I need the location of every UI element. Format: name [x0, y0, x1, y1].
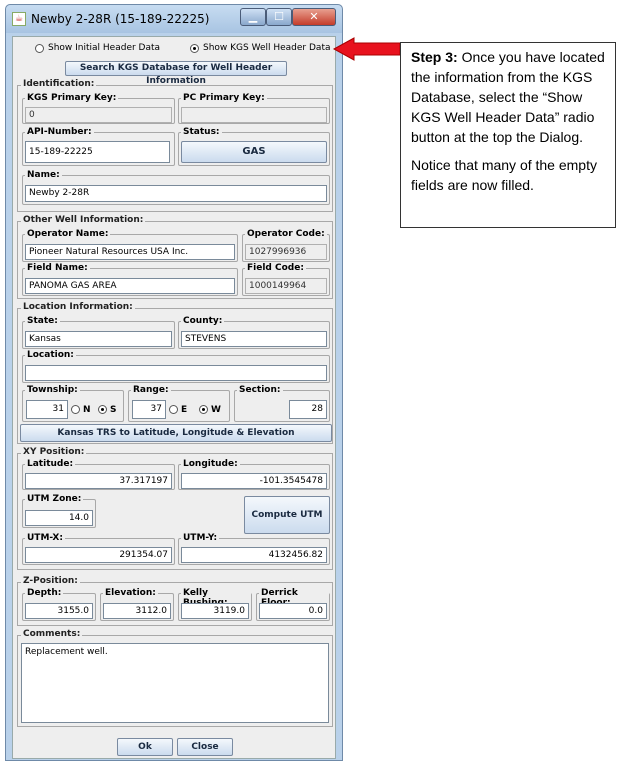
range-field[interactable]: 37	[132, 400, 166, 419]
api-number-label: API-Number:	[27, 127, 92, 137]
kgs-primary-key-box	[22, 93, 175, 124]
section-field[interactable]: 28	[289, 400, 327, 419]
search-kgs-button[interactable]: Search KGS Database for Well Header Information	[65, 61, 287, 76]
county-box	[178, 316, 330, 349]
instruction-callout	[400, 42, 616, 228]
kgs-primary-key-label: KGS Primary Key:	[27, 93, 117, 103]
dialog-window	[5, 4, 343, 761]
field-code-label: Field Code:	[247, 263, 304, 273]
kelly-bushing-field[interactable]: 3119.0	[181, 603, 249, 619]
red-arrow-icon	[332, 36, 402, 62]
depth-box	[22, 588, 96, 621]
callout-step-text: Once you have located the information from the KGS Database, select the “Show KGS Well Header Data” radio button at the top the Dialog.	[411, 49, 605, 145]
show-initial-header-label: Show Initial Header Data	[48, 43, 161, 53]
operator-name-field[interactable]: Pioneer Natural Resources USA Inc.	[25, 244, 235, 260]
township-south-radio[interactable]	[98, 405, 107, 414]
location-info-group	[17, 302, 333, 444]
county-label: County:	[183, 316, 223, 326]
comments-textarea[interactable]: Replacement well.	[21, 643, 329, 723]
utm-y-box	[178, 533, 330, 565]
utm-zone-label: UTM Zone:	[27, 494, 82, 504]
derrick-floor-box	[256, 588, 330, 621]
section-label: Section:	[239, 385, 281, 395]
status-button[interactable]: GAS	[181, 141, 327, 163]
comments-group	[17, 629, 333, 727]
pc-primary-key-box	[178, 93, 330, 124]
operator-name-box	[22, 229, 238, 262]
callout-note-text: Notice that many of the empty fields are now filled.	[411, 157, 597, 193]
dialog-content	[12, 36, 336, 759]
title-bar[interactable]	[6, 5, 342, 33]
show-kgs-header-label: Show KGS Well Header Data	[203, 43, 331, 53]
operator-name-label: Operator Name:	[27, 229, 109, 239]
other-well-info-title: Other Well Information:	[23, 215, 144, 225]
range-west-radio[interactable]	[199, 405, 208, 414]
state-label: State:	[27, 316, 58, 326]
field-name-label: Field Name:	[27, 263, 88, 273]
derrick-floor-label: Derrick	[259, 588, 329, 608]
derrick-floor-field[interactable]: 0.0	[259, 603, 327, 619]
z-position-title: Z-Position:	[23, 576, 78, 586]
field-name-box	[22, 263, 238, 296]
field-code-field: 1000149964	[245, 278, 327, 294]
location-field[interactable]	[25, 365, 327, 381]
longitude-label: Longitude:	[183, 459, 238, 469]
range-box	[128, 385, 230, 422]
java-cup-icon: ☕	[12, 12, 26, 26]
state-box	[22, 316, 175, 349]
utm-x-box	[22, 533, 175, 565]
compute-utm-button[interactable]: Compute UTM	[244, 496, 330, 534]
operator-code-label: Operator Code:	[247, 229, 325, 239]
township-field[interactable]: 31	[26, 400, 68, 419]
name-field[interactable]: Newby 2-28R	[25, 185, 327, 202]
latitude-box	[22, 459, 175, 490]
z-position-group	[17, 576, 333, 626]
range-east-label: E	[181, 405, 188, 415]
callout-step-label: Step 3:	[411, 49, 458, 65]
range-east-radio[interactable]	[169, 405, 178, 414]
api-number-box	[22, 127, 175, 166]
identification-group	[17, 79, 333, 212]
ok-button[interactable]: Ok	[117, 738, 173, 756]
location-box	[22, 350, 330, 383]
operator-code-field: 1027996936	[245, 244, 327, 260]
township-north-radio[interactable]	[71, 405, 80, 414]
kansas-trs-button[interactable]: Kansas TRS to Latitude, Longitude & Elevation	[20, 424, 332, 442]
minimize-button[interactable]: ▁	[240, 8, 266, 26]
window-title: Newby 2-28R (15-189-22225)	[31, 12, 210, 26]
callout-step-paragraph	[411, 47, 605, 147]
maximize-button[interactable]: ☐	[266, 8, 292, 26]
township-label: Township:	[27, 385, 78, 395]
township-south-label: S	[110, 405, 117, 415]
range-west-label: W	[211, 405, 221, 415]
utm-y-field[interactable]: 4132456.82	[181, 547, 327, 563]
utm-zone-field[interactable]: 14.0	[25, 510, 93, 526]
pc-primary-key-label: PC Primary Key:	[183, 93, 265, 103]
operator-code-box	[242, 229, 330, 262]
section-box	[234, 385, 330, 422]
range-label: Range:	[133, 385, 169, 395]
township-box	[22, 385, 124, 422]
elevation-field[interactable]: 3112.0	[103, 603, 171, 619]
kelly-bushing-label: Kelly	[181, 588, 251, 608]
api-number-field[interactable]: 15-189-22225	[25, 141, 170, 163]
depth-field[interactable]: 3155.0	[25, 603, 93, 619]
longitude-field[interactable]: -101.3545478	[181, 473, 327, 489]
kelly-bushing-box	[178, 588, 252, 621]
utm-x-field[interactable]: 291354.07	[25, 547, 172, 563]
field-code-box	[242, 263, 330, 296]
kgs-primary-key-field: 0	[25, 107, 172, 123]
latitude-field[interactable]: 37.317197	[25, 473, 172, 489]
county-field[interactable]: STEVENS	[181, 331, 327, 347]
show-kgs-header-radio[interactable]	[190, 44, 199, 53]
utm-x-label: UTM-X:	[27, 533, 63, 543]
comments-title: Comments:	[23, 629, 81, 639]
status-box	[178, 127, 330, 166]
elevation-box	[100, 588, 174, 621]
location-info-title: Location Information:	[23, 302, 133, 312]
state-field[interactable]: Kansas	[25, 331, 172, 347]
longitude-box	[178, 459, 330, 490]
close-window-button[interactable]: ✕	[292, 8, 336, 26]
field-name-field[interactable]: PANOMA GAS AREA	[25, 278, 235, 294]
location-label: Location:	[27, 350, 74, 360]
status-label: Status:	[183, 127, 220, 137]
utm-zone-box	[22, 494, 96, 528]
utm-y-label: UTM-Y:	[183, 533, 218, 543]
latitude-label: Latitude:	[27, 459, 74, 469]
depth-label: Depth:	[27, 588, 62, 598]
township-north-label: N	[83, 405, 91, 415]
name-box	[22, 170, 330, 205]
other-well-info-group	[17, 215, 333, 299]
name-label: Name:	[27, 170, 60, 180]
pc-primary-key-field	[181, 107, 327, 123]
elevation-label: Elevation:	[105, 588, 156, 598]
show-initial-header-radio[interactable]	[35, 44, 44, 53]
xy-position-group	[17, 447, 333, 570]
xy-position-title: XY Position:	[23, 447, 85, 457]
identification-title: Identification:	[23, 79, 95, 89]
close-button[interactable]: Close	[177, 738, 233, 756]
